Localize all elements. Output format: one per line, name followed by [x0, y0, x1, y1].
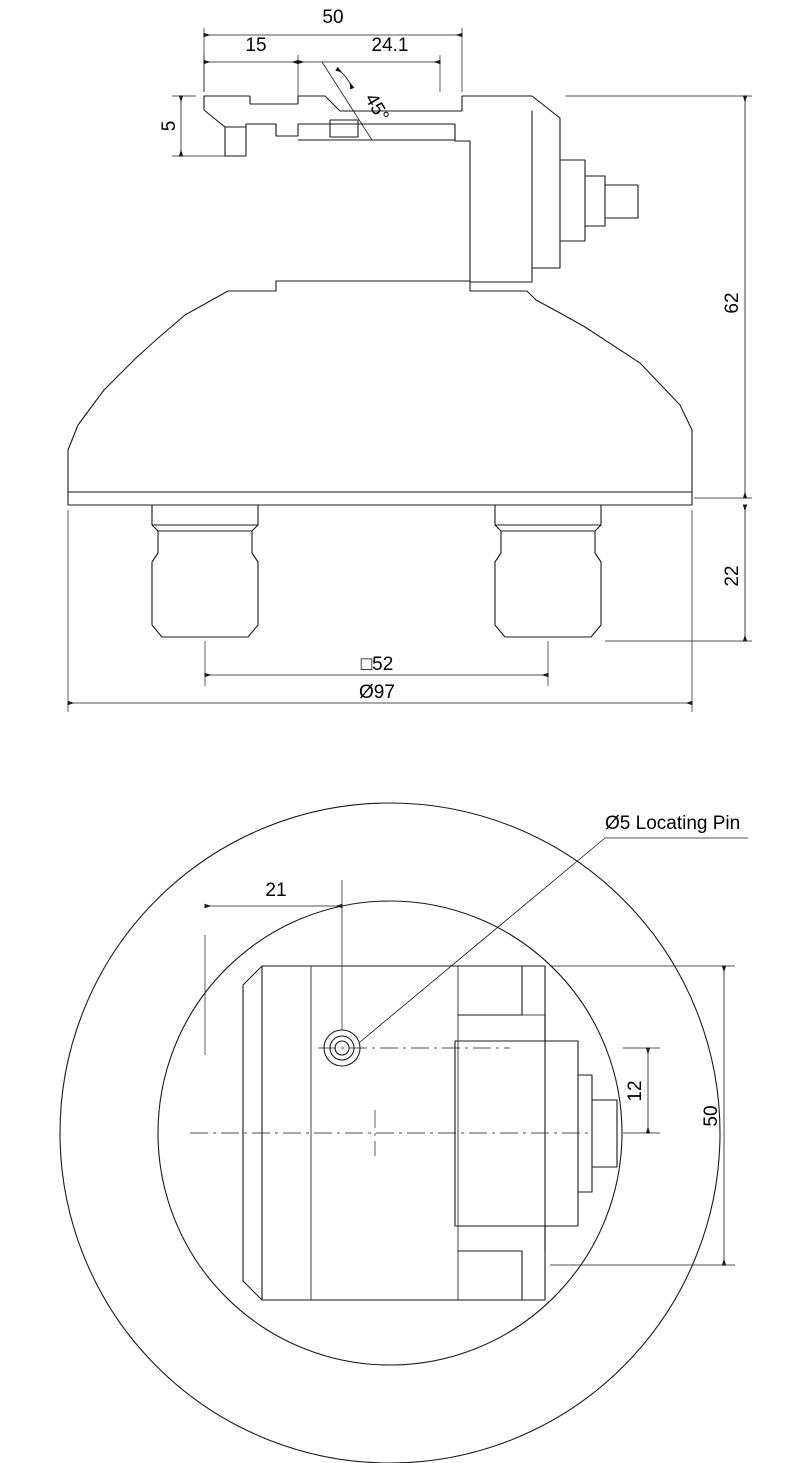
dimension-overall-width-label: 50: [322, 7, 344, 29]
dimension-slot-width-label: 24.1: [371, 35, 409, 57]
annotation-locating-pin: [360, 813, 748, 1042]
dimension-pin-height-label: 22: [722, 565, 744, 587]
front-view-body: [68, 281, 692, 505]
dimension-square-span-label: □52: [360, 654, 394, 676]
dimension-step-height: [159, 96, 225, 156]
dimension-boss-width-label: 12: [625, 1080, 647, 1102]
dimension-chamfer-angle-label: 45°: [360, 90, 393, 126]
dimension-boss-width: [623, 1048, 660, 1133]
dimension-pin-offset-label: 21: [265, 880, 287, 902]
dimension-outer-diameter-label: Ø97: [359, 682, 395, 704]
dimension-pin-height: [605, 505, 752, 641]
dimension-chamfer-angle: [322, 62, 393, 140]
dimension-body-height-label: 62: [722, 292, 744, 314]
top-view-locating-pin: [318, 1030, 510, 1066]
dimension-left-step-label: 15: [245, 35, 267, 57]
top-view: [60, 803, 748, 1463]
dimension-left-step: [204, 35, 298, 100]
front-view: [68, 7, 752, 712]
front-view-pins: [152, 505, 601, 637]
dimension-slot-width: [298, 35, 440, 92]
front-view-head-geometry: [204, 96, 505, 156]
annotation-locating-pin-label: Ø5 Locating Pin: [605, 813, 741, 835]
dimension-step-height-label: 5: [159, 120, 181, 132]
dimension-body-height: [565, 96, 752, 498]
front-view-connector-block: [470, 96, 638, 282]
dimension-body-depth-label: 50: [701, 1105, 723, 1127]
dimension-square-span: [205, 641, 548, 686]
dimension-pin-offset: [205, 880, 342, 1055]
dimension-outer-diameter: [68, 510, 692, 712]
